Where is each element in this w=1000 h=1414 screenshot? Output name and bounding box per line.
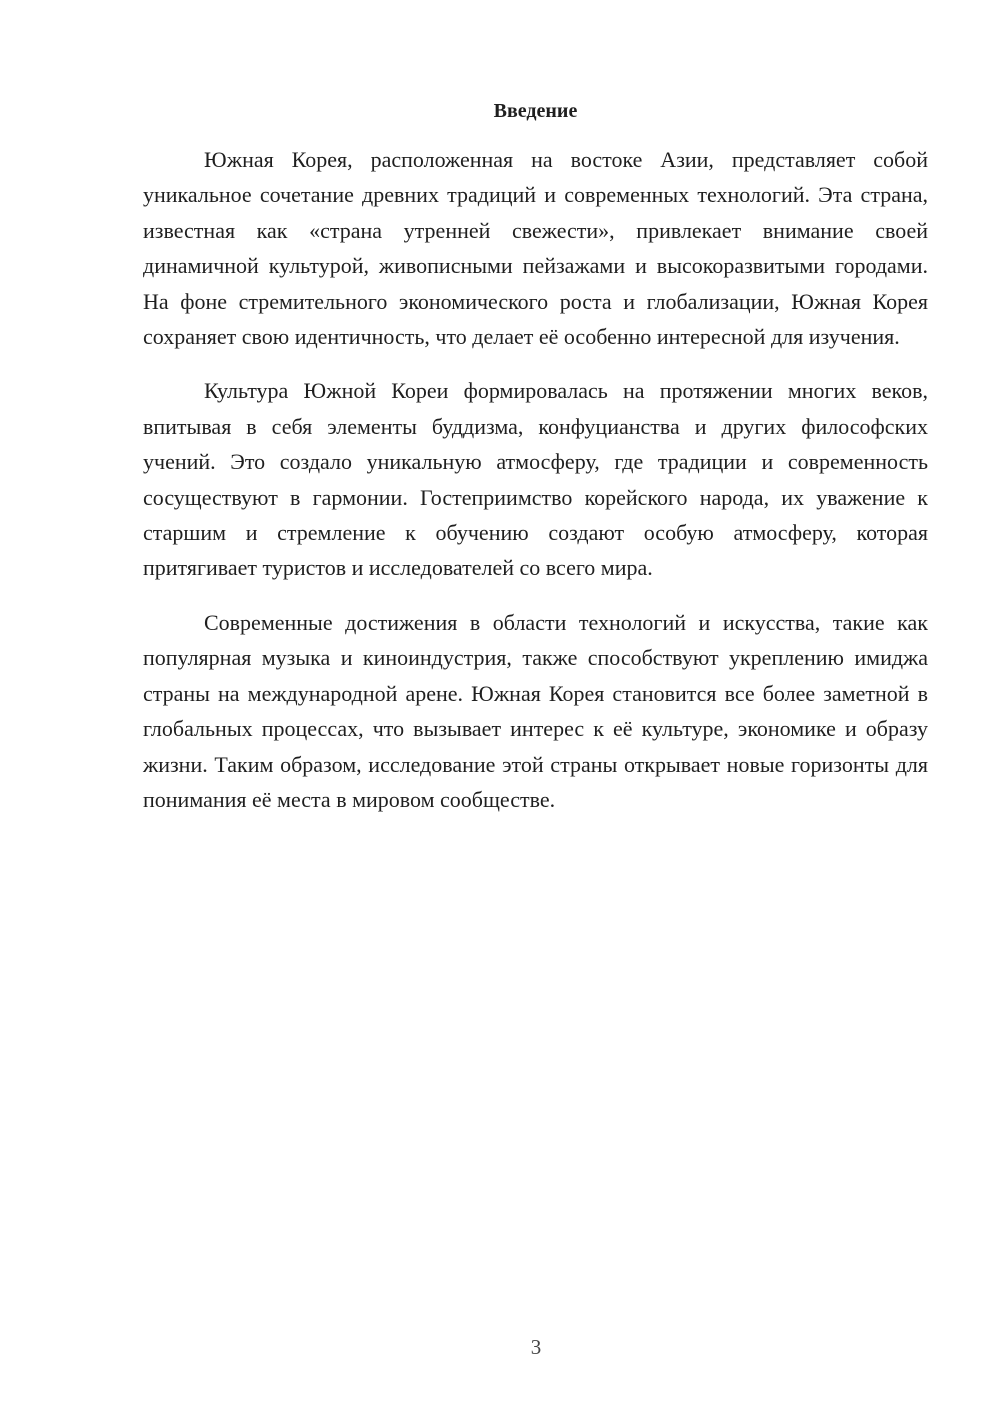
paragraph-culture: Культура Южной Кореи формировалась на протяжении многих веков, впитывая в себя элементы буддизма, конфуцианства и других философских учений. Это создало уникальную атмосферу, где традиции и современность сосуществуют в гармонии. Гостеприимство корейского народа, их уважение к старшим и стремление к обучению создают особую атмосферу, которая притягивает туристов и исследователей со всего мира. [143,378,928,581]
paragraph-intro: Южная Корея, расположенная на востоке Азии, представляет собой уникальное сочетание древних традиций и современных технологий. Эта страна, известная как «страна утренней свежести», привлекает внимание своей динамичной культурой, живописными пейзажами и высокоразвитыми городами. На фоне стремительного экономического роста и глобализации, Южная Корея сохраняет свою идентичность, что делает её особенно интересной для изучения. [143,147,928,350]
page-number: 3 [530,1335,542,1359]
section-heading: Введение [493,100,578,122]
body-text [143,142,928,836]
paragraph-modern-achievements: Современные достижения в области технологий и искусства, такие как популярная музыка и киноиндустрия, также способствуют укреплению имиджа страны на международной арене. Южная Корея становится все более заметной в глобальных процессах, что вызывает интерес к её культуре, экономике и образу жизни. Таким образом, исследование этой страны открывает новые горизонты для понимания её места в мировом сообществе. [143,609,928,812]
